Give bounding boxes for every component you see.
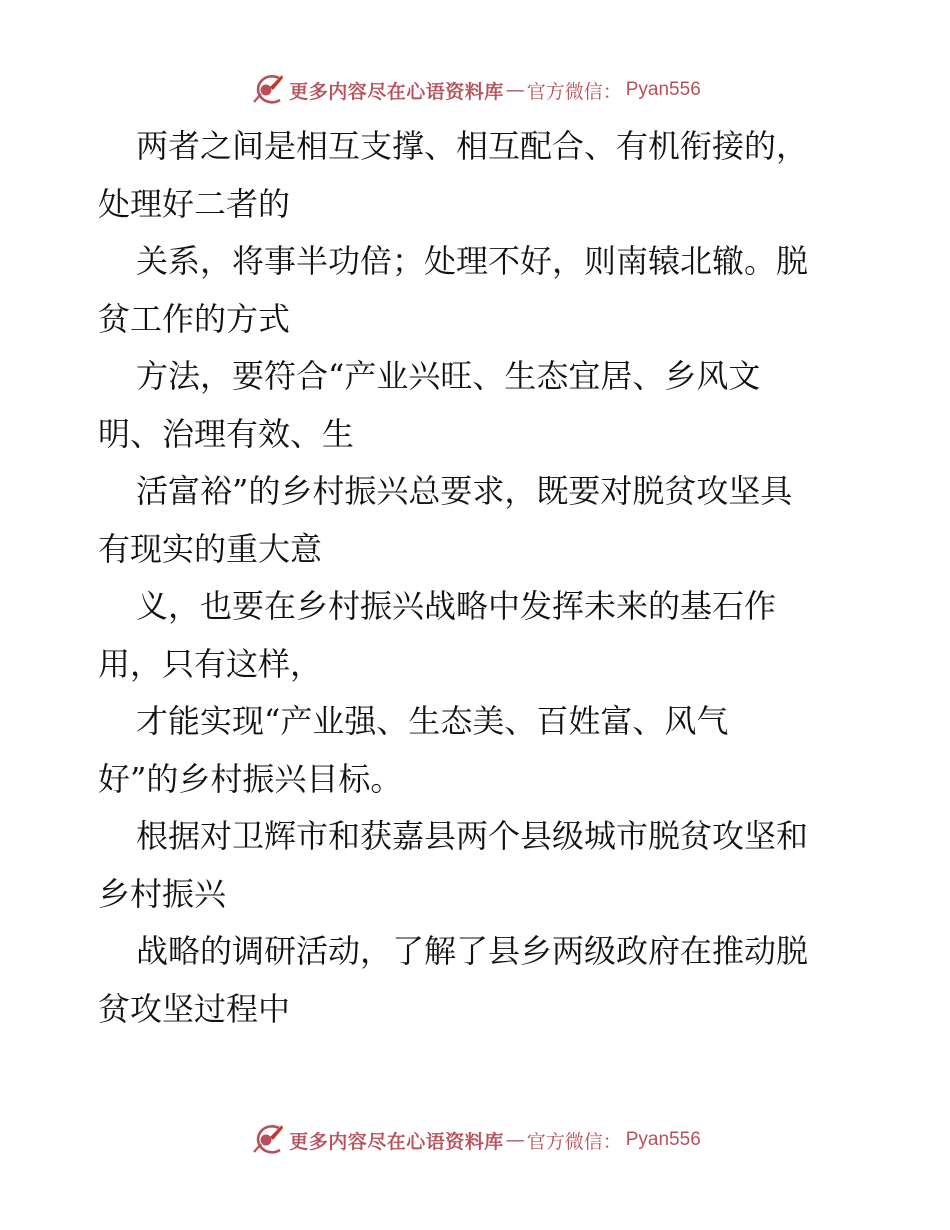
paragraph-second-line: 明、治理有效、生 [98,414,355,453]
document-body [98,118,898,1038]
paragraph-second-line: 用，只有这样， [98,644,323,683]
paragraph-first-line: 根据对卫辉市和获嘉县两个县级城市脱贫攻坚和 [136,817,809,855]
paragraph-first-line: 活富裕”的乡村振兴总要求，既要对脱贫攻坚具 [136,472,793,510]
watermark-suffix-text: 官方微信： [526,1130,622,1153]
quill-logo-icon [249,73,285,107]
watermark-separator: — [505,1129,525,1151]
paragraph-second-line: 乡村振兴 [98,874,227,913]
watermark-wechat-id: Pyan556 [625,1129,701,1150]
paragraph [98,923,898,1038]
paragraph-first-line: 才能实现“产业强、生态美、百姓富、风气 [136,702,729,740]
paragraph-first-line: 义，也要在乡村振兴战略中发挥未来的基石作 [136,587,777,625]
paragraph-second-line: 贫工作的方式 [98,299,291,338]
paragraph-second-line: 贫攻坚过程中 [98,989,291,1028]
paragraph [98,233,898,348]
watermark-header [0,70,950,110]
watermark-footer [0,1120,950,1160]
watermark-separator: — [505,79,525,101]
watermark-wechat-id: Pyan556 [625,79,701,100]
paragraph [98,578,898,693]
paragraph-first-line: 方法，要符合“产业兴旺、生态宜居、乡风文 [136,357,761,395]
paragraph-second-line: 有现实的重大意 [98,529,323,568]
paragraph-first-line: 两者之间是相互支撑、相互配合、有机衔接的， [136,127,809,165]
paragraph-second-line: 好”的乡村振兴目标。 [98,759,403,798]
paragraph [98,463,898,578]
paragraph-first-line: 战略的调研活动，了解了县乡两级政府在推动脱 [136,932,809,970]
paragraph [98,118,898,233]
paragraph-second-line: 处理好二者的 [98,184,291,223]
paragraph [98,808,898,923]
watermark-main-text: 更多内容尽在心语资料库 [289,1130,504,1153]
paragraph-first-line: 关系，将事半功倍；处理不好，则南辕北辙。脱 [136,242,809,280]
watermark-main-text: 更多内容尽在心语资料库 [289,80,504,103]
watermark-suffix-text: 官方微信： [526,80,622,103]
paragraph [98,348,898,463]
paragraph [98,693,898,808]
quill-logo-icon [249,1123,285,1157]
